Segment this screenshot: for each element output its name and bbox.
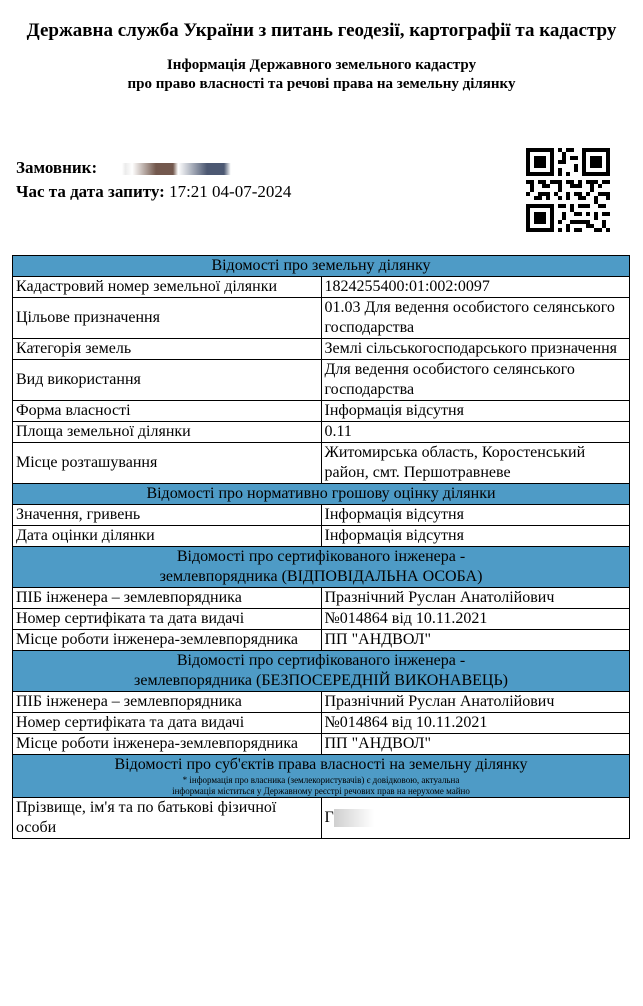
section-header-row <box>13 755 630 798</box>
cadastral-number-value: 1824255400:01:002:0097 <box>321 277 630 298</box>
engineer-name-label: ПІБ інженера – землевпорядника <box>13 588 322 609</box>
owners-note-line1: * інформація про власника (землекористувачів) є довідковою, актуальна <box>182 775 460 785</box>
cadastre-info-table <box>12 255 630 839</box>
section-engineer-responsible-title-2: землевпорядника (ВІДПОВІДАЛЬНА ОСОБА) <box>159 568 483 585</box>
section-engineer-responsible-header <box>13 547 630 588</box>
cadastral-number-label: Кадастровий номер земельної ділянки <box>13 277 322 298</box>
engineer-cert-label: Номер сертифіката та дата видачі <box>13 609 322 630</box>
owner-person-label: Прізвище, ім'я та по батькові фізичної особи <box>13 798 322 839</box>
table-row <box>13 339 630 360</box>
land-category-value: Землі сільськогосподарського призначення <box>321 339 630 360</box>
request-time-line <box>16 182 291 202</box>
qr-code-icon <box>526 148 610 232</box>
location-value: Житомирська область, Коростенський район, смт. Першотравневе <box>321 443 630 484</box>
executor-work-label: Місце роботи інженера-землевпорядника <box>13 734 322 755</box>
table-row <box>13 630 630 651</box>
section-owners-title: Відомості про суб'єктів права власності на земельну ділянку <box>114 756 528 773</box>
request-time-label: Час та дата запиту: <box>16 182 165 201</box>
customer-line <box>16 158 275 178</box>
engineer-cert-value: №014864 від 10.11.2021 <box>321 609 630 630</box>
ownership-form-label: Форма власності <box>13 401 322 422</box>
section-land-title: Відомості про земельну ділянку <box>211 257 431 274</box>
customer-label: Замовник: <box>16 158 98 177</box>
valuation-value-label: Значення, гривень <box>13 505 322 526</box>
purpose-label: Цільове призначення <box>13 298 322 339</box>
table-row <box>13 360 630 401</box>
executor-cert-value: №014864 від 10.11.2021 <box>321 713 630 734</box>
section-engineer-executor-title-2: землевпорядника (БЕЗПОСЕРЕДНІЙ ВИКОНАВЕЦЬ) <box>134 672 508 689</box>
engineer-name-value: Празнічний Руслан Анатолійович <box>321 588 630 609</box>
section-header-row <box>13 484 630 505</box>
table-row <box>13 277 630 298</box>
section-engineer-responsible-title-1: Відомості про сертифікованого інженера - <box>176 548 466 565</box>
section-valuation-title: Відомості про нормативно грошову оцінку ділянки <box>146 485 496 502</box>
section-engineer-executor-header <box>13 651 630 692</box>
valuation-date-value: Інформація відсутня <box>321 526 630 547</box>
table-row <box>13 505 630 526</box>
section-engineer-executor-title-1: Відомості про сертифікованого інженера - <box>176 652 466 669</box>
table-row <box>13 298 630 339</box>
engineer-work-label: Місце роботи інженера-землевпорядника <box>13 630 322 651</box>
valuation-value: Інформація відсутня <box>321 505 630 526</box>
location-label: Місце розташування <box>13 443 322 484</box>
owner-person-value: Г <box>324 809 334 826</box>
document-subtitle-line2: про право власності та речові права на земельну ділянку <box>127 76 516 92</box>
owners-note-line2: інформація міститься у Державному реєстрі речових прав на нерухоме майно <box>172 786 470 796</box>
section-owners-header <box>13 755 630 798</box>
table-row <box>13 692 630 713</box>
land-category-label: Категорія земель <box>13 339 322 360</box>
area-label: Площа земельної ділянки <box>13 422 322 443</box>
valuation-date-label: Дата оцінки ділянки <box>13 526 322 547</box>
section-header-row <box>13 547 630 588</box>
table-row <box>13 443 630 484</box>
purpose-value: 01.03 Для ведення особистого селянського господарства <box>321 298 630 339</box>
table-row <box>13 734 630 755</box>
redacted-owner <box>334 809 374 827</box>
redacted-customer <box>105 163 275 175</box>
table-row <box>13 401 630 422</box>
use-type-value: Для ведення особистого селянського господарства <box>321 360 630 401</box>
bottom-fade <box>0 960 643 1006</box>
executor-cert-label: Номер сертифіката та дата видачі <box>13 713 322 734</box>
agency-title: Державна служба України з питань геодезії, картографії та кадастру <box>26 20 617 41</box>
executor-work-value: ПП "АНДВОЛ" <box>321 734 630 755</box>
owner-person-cell <box>321 798 630 839</box>
use-type-label: Вид використання <box>13 360 322 401</box>
table-row <box>13 609 630 630</box>
section-land-header <box>13 256 630 277</box>
ownership-form-value: Інформація відсутня <box>321 401 630 422</box>
engineer-work-value: ПП "АНДВОЛ" <box>321 630 630 651</box>
section-header-row <box>13 256 630 277</box>
document-subtitle-line1: Інформація Державного земельного кадастру <box>166 57 477 73</box>
executor-name-label: ПІБ інженера – землевпорядника <box>13 692 322 713</box>
section-valuation-header <box>13 484 630 505</box>
request-time-value: 17:21 04-07-2024 <box>169 182 292 201</box>
table-row <box>13 588 630 609</box>
table-row <box>13 798 630 839</box>
area-value: 0.11 <box>321 422 630 443</box>
table-row <box>13 713 630 734</box>
executor-name-value: Празнічний Руслан Анатолійович <box>321 692 630 713</box>
section-header-row <box>13 651 630 692</box>
table-row <box>13 422 630 443</box>
table-row <box>13 526 630 547</box>
